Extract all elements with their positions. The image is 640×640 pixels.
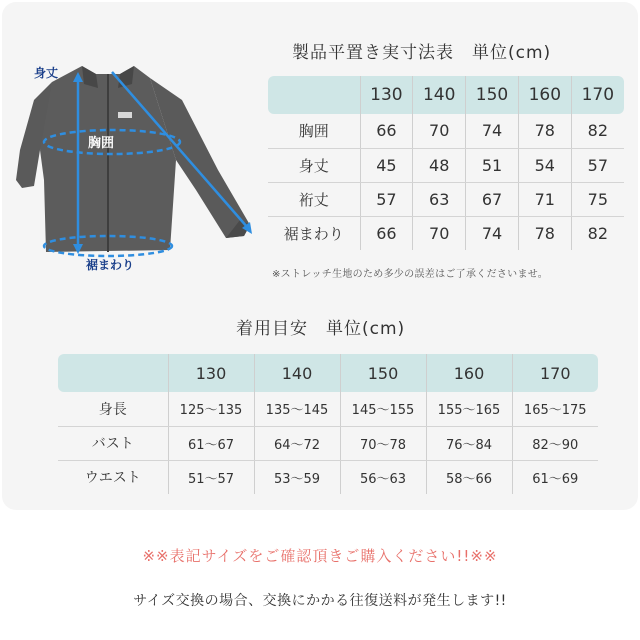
table-cell: 70〜78 — [340, 426, 426, 460]
table-cell: 76〜84 — [426, 426, 512, 460]
fit-table-title: 着用目安 単位(cm) — [236, 319, 406, 339]
table-cell: 82〜90 — [512, 426, 598, 460]
table-cell: 125〜135 — [168, 392, 254, 426]
table-cell: 74 — [466, 216, 519, 250]
size-header-cell: 170 — [512, 354, 598, 392]
chest-label: 胸囲 — [88, 136, 115, 151]
row-label: 身丈 — [268, 148, 360, 182]
row-label: バスト — [58, 426, 168, 460]
table-cell: 67 — [466, 182, 519, 216]
table-cell: 74 — [466, 114, 519, 148]
table-cell: 54 — [518, 148, 571, 182]
row-label: ウエスト — [84, 470, 141, 487]
table-cell: 82 — [571, 216, 624, 250]
table-row — [268, 182, 624, 216]
table-cell: 56〜63 — [340, 460, 426, 494]
table-cell: 45 — [360, 148, 413, 182]
table-cell: 66 — [360, 216, 413, 250]
table-row — [268, 114, 624, 148]
table-cell: 48 — [413, 148, 466, 182]
table-cell: 51〜57 — [168, 460, 254, 494]
table-cell: 165〜175 — [512, 392, 598, 426]
table-row — [268, 148, 624, 182]
jacket-image — [0, 60, 270, 290]
row-label: 裄丈 — [268, 182, 360, 216]
table-cell: 53〜59 — [254, 460, 340, 494]
size-header-cell: 160 — [426, 354, 512, 392]
size-header-cell: 140 — [413, 76, 466, 114]
table-cell: 70 — [413, 216, 466, 250]
table-cell: 66 — [360, 114, 413, 148]
garment-illustration — [0, 60, 270, 290]
table-row — [268, 216, 624, 250]
size-header-cell: 140 — [254, 354, 340, 392]
product-table-title: 製品平置き実寸法表 単位(cm) — [292, 43, 552, 63]
header-corner-cell — [58, 354, 168, 392]
table-cell: 57 — [571, 148, 624, 182]
row-label: 胸囲 — [268, 114, 360, 148]
header-corner-cell — [268, 76, 360, 114]
row-label: 身長 — [58, 392, 168, 426]
size-check-warning: ※※表記サイズをご確認頂きご購入ください!!※※ — [142, 547, 498, 565]
hem-label: 裾まわり — [86, 258, 135, 272]
size-header-cell: 150 — [340, 354, 426, 392]
table-cell: 135〜145 — [254, 392, 340, 426]
size-header-cell: 130 — [360, 76, 413, 114]
length-label: 身丈 — [34, 66, 59, 80]
exchange-shipping-note: サイズ交換の場合、交換にかかる往復送料が発生します!! — [133, 593, 507, 609]
size-header-cell: 150 — [466, 76, 519, 114]
table-cell: 51 — [466, 148, 519, 182]
table-cell: 155〜165 — [426, 392, 512, 426]
stretch-note: ※ストレッチ生地のため多少の誤差はご了承くださいませ。 — [272, 269, 549, 280]
table-cell: 70 — [413, 114, 466, 148]
fit-guide-table — [58, 354, 598, 494]
table-cell: 61〜69 — [512, 460, 598, 494]
table-header-row — [58, 354, 598, 392]
table-cell: 63 — [413, 182, 466, 216]
table-cell: 64〜72 — [254, 426, 340, 460]
row-label: 裾まわり — [283, 224, 344, 243]
table-cell: 78 — [518, 114, 571, 148]
table-cell: 78 — [518, 216, 571, 250]
table-cell: 82 — [571, 114, 624, 148]
table-cell: 61〜67 — [168, 426, 254, 460]
table-cell: 75 — [571, 182, 624, 216]
table-row — [58, 392, 598, 426]
table-header-row — [268, 76, 624, 114]
table-cell: 58〜66 — [426, 460, 512, 494]
product-size-table — [268, 76, 624, 250]
table-cell: 57 — [360, 182, 413, 216]
table-row — [58, 426, 598, 460]
size-header-cell: 130 — [168, 354, 254, 392]
table-row — [58, 460, 598, 494]
size-header-cell: 160 — [518, 76, 571, 114]
table-cell: 145〜155 — [340, 392, 426, 426]
size-header-cell: 170 — [571, 76, 624, 114]
table-cell: 71 — [518, 182, 571, 216]
